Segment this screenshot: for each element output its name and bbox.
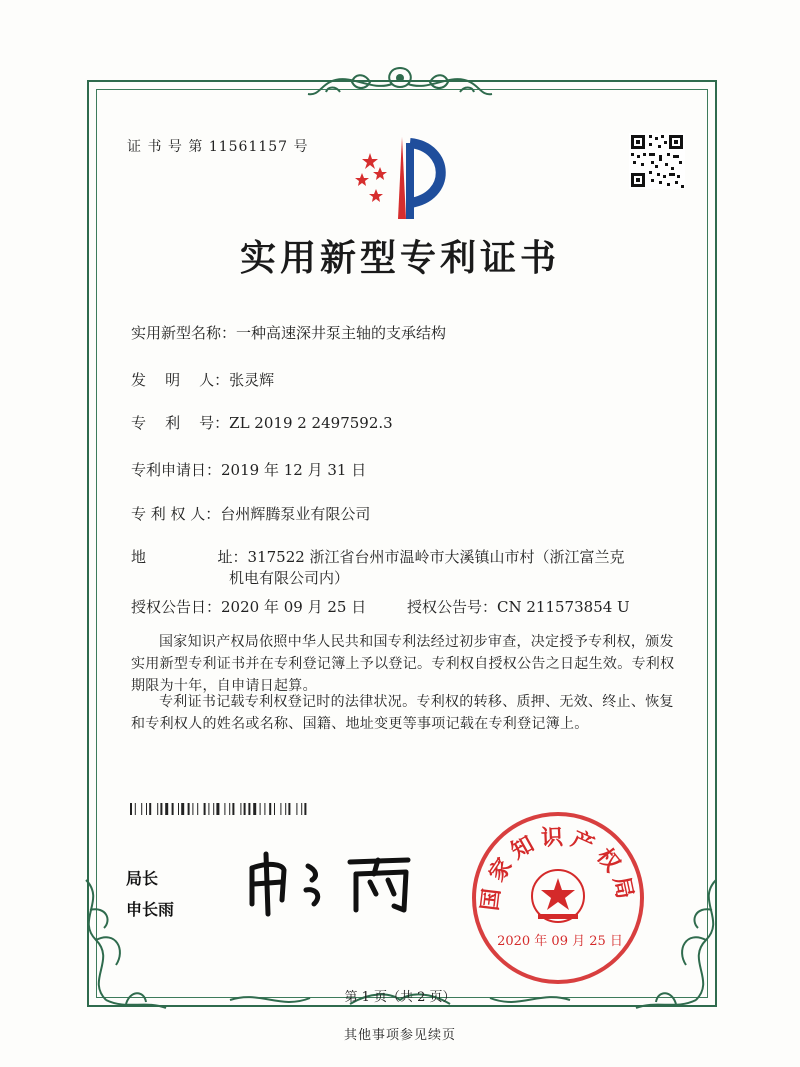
field-value: 317522 浙江省台州市温岭市大溪镇山市村（浙江富兰克 <box>247 548 625 566</box>
field-grant-publication-date <box>131 596 366 617</box>
field-grant-publication-number <box>407 596 630 617</box>
official-seal-icon <box>470 810 646 986</box>
top-ornament-icon <box>300 62 500 104</box>
page-number: 第 1 页（共 2 页） <box>344 990 456 1005</box>
director-title: 局长 <box>126 869 159 888</box>
field-value: 台州辉腾泵业有限公司 <box>220 505 371 523</box>
signature-icon <box>238 848 438 918</box>
certificate-number-value: 11561157 <box>208 139 289 155</box>
field-label: 专 利 号： <box>131 414 230 432</box>
field-value: 一种高速深井泵主轴的支承结构 <box>236 324 447 342</box>
certificate-number-label: 证 书 号 第 <box>127 139 204 155</box>
cnipa-logo-icon <box>340 133 460 225</box>
certificate-number <box>127 136 309 156</box>
field-label: 专利申请日： <box>131 461 222 479</box>
field-owner <box>131 503 370 524</box>
field-label: 授权公告号： <box>407 598 498 616</box>
field-value: 2020 年 09 月 25 日 <box>221 598 367 616</box>
statement-paragraph: 专利证书记载专利权登记时的法律状况。专利权的转移、质押、无效、终止、恢复和专利权人的姓名或名称、国籍、地址变更等事项记载在专利登记簿上。 <box>131 694 674 732</box>
field-value: CN 211573854 U <box>497 598 630 616</box>
barcode-icon <box>130 803 402 815</box>
field-filing-date <box>131 459 366 480</box>
certificate-title: 实用新型专利证书 <box>239 237 560 279</box>
seal-date: 2020 年 09 月 25 日 <box>497 934 623 949</box>
field-address <box>131 546 625 567</box>
seal-text: 国家知识产权局 <box>476 824 640 912</box>
field-inventor <box>131 369 274 390</box>
field-label: 授权公告日： <box>131 598 222 616</box>
field-utility-name <box>131 322 446 343</box>
director-name: 申长雨 <box>126 900 175 919</box>
certificate-number-suffix: 号 <box>293 139 309 155</box>
field-label: 发 明 人： <box>131 371 230 389</box>
field-patent-number <box>131 412 393 433</box>
statement-paragraph: 国家知识产权局依照中华人民共和国专利法经过初步审查，决定授予专利权，颁发实用新型专利证书并在专利登记簿上予以登记。专利权自授权公告之日起生效。专利权期限为十年，自申请日起算。 <box>131 634 675 694</box>
field-address-line2: 机电有限公司内） <box>229 569 350 587</box>
qr-code-icon <box>629 133 685 189</box>
field-label: 地 址： <box>131 548 248 566</box>
field-value: 2019 年 12 月 31 日 <box>221 461 367 479</box>
field-value: 张灵辉 <box>229 371 275 389</box>
field-value: ZL 2019 2 2497592.3 <box>229 414 393 432</box>
footer-note: 其他事项参见续页 <box>343 1028 456 1043</box>
field-label: 专 利 权 人： <box>131 505 221 523</box>
field-label: 实用新型名称： <box>131 324 237 342</box>
